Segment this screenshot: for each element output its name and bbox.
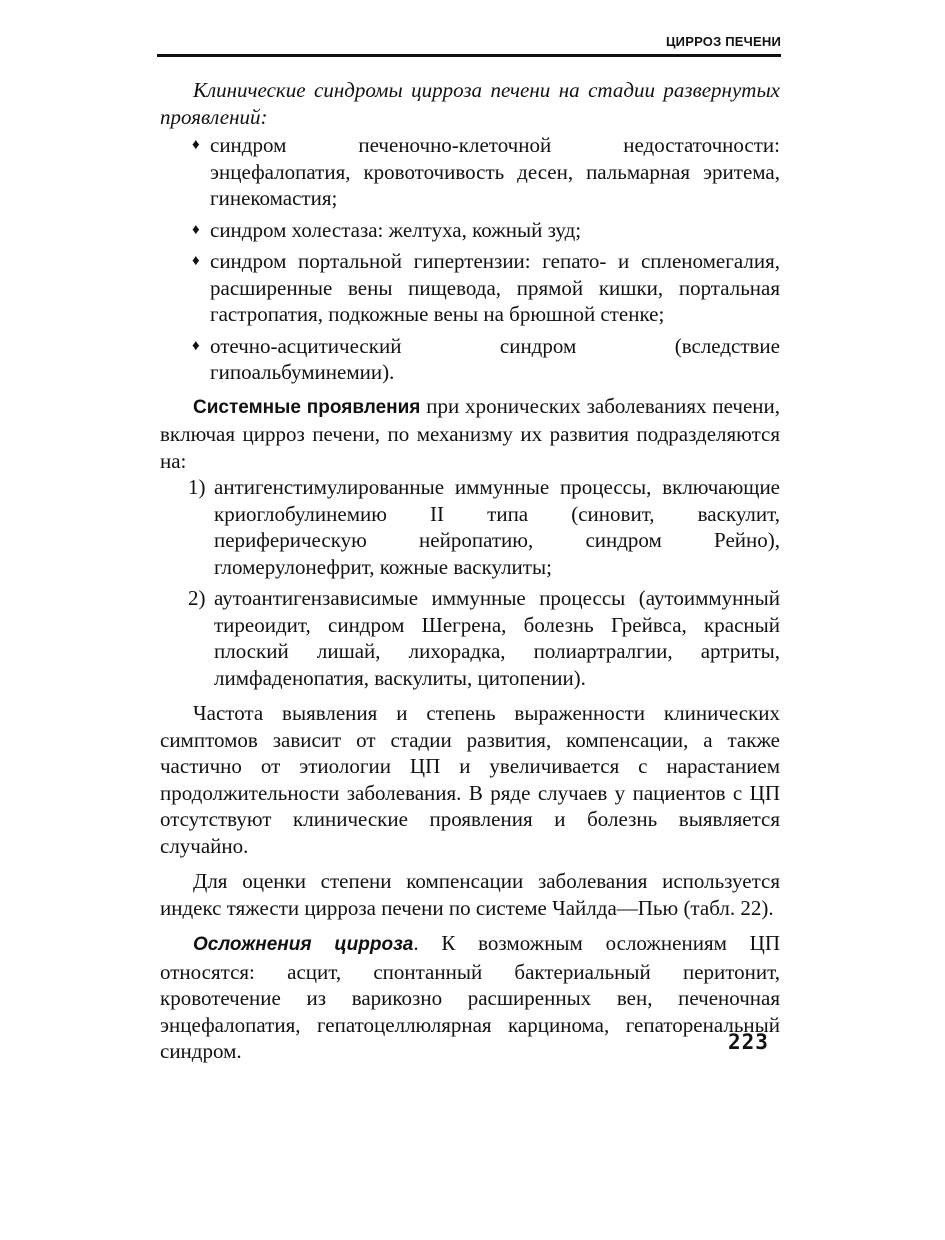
assessment-paragraph: Для оценки степени компенсации заболевания используется индекс тяжести цирроза печени по системе Чайлда—Пью (табл. 22).: [160, 869, 780, 920]
running-header: [157, 34, 781, 54]
paragraph-text: при хронических заболеваниях печени, включая цирроз печени, по механизму их развития подразделяются на:: [160, 393, 781, 473]
list-item: [160, 333, 780, 386]
list-number: 2): [188, 586, 206, 610]
section-lead: Клинические синдромы цирроза печени на стадии развернутых проявлений:: [160, 78, 780, 129]
list-item-text: аутоантигензависимые иммунные процессы (аутоиммунный тиреоидит, синдром Шегрена, болезнь Грейвса, красный плоский лишай, лихорадка, полиартралгии, артриты, лимфаденопатия, васкулиты, цитопении).: [214, 586, 780, 690]
diamond-bullet-icon: ♦: [192, 221, 200, 238]
diamond-bullet-icon: ♦: [192, 337, 200, 354]
page-body: [160, 77, 780, 1065]
bold-term: Системные проявления: [193, 396, 421, 418]
list-item: [160, 217, 780, 244]
list-item-text: синдром печеночно-клеточной недостаточности: энцефалопатия, кровоточивость десен, пальмарная эритема, гинекомастия;: [210, 133, 780, 210]
syndrome-list: [160, 132, 780, 386]
list-item: [160, 132, 780, 212]
numbered-list: [160, 474, 780, 691]
list-item: [160, 585, 780, 691]
running-title: ЦИРРОЗ ПЕЧЕНИ: [665, 34, 781, 49]
systemic-paragraph: [160, 393, 780, 475]
frequency-paragraph: Частота выявления и степень выраженности клинических симптомов зависит от стадии развития, компенсации, а также частично от этиологии ЦП и увеличивается с нарастанием продолжительности заболевания. В ряде случаев у пациентов с ЦП отсутствуют клинические проявления и болезнь выявляется случайно.: [160, 701, 780, 858]
list-item-text: синдром холестаза: желтуха, кожный зуд;: [210, 217, 582, 242]
bold-italic-term: Осложнения цирроза: [193, 934, 414, 955]
diamond-bullet-icon: ♦: [192, 253, 200, 269]
list-item-text: отечно-асцитический синдром (вследствие гипоальбуминемии).: [210, 333, 780, 384]
complications-paragraph: [160, 930, 780, 1065]
list-item-text: антигенстимулированные иммунные процессы, включающие криоглобулинемию II типа (синовит, васкулит, периферическую нейропатию, синдром Рейно), гломерулонефрит, кожные васкулиты;: [214, 475, 780, 579]
list-item: [160, 474, 780, 580]
page-number: 223: [728, 1030, 769, 1054]
diamond-bullet-icon: ♦: [192, 137, 200, 153]
header-rule: [157, 54, 781, 57]
paragraph-text: . К возможным осложнениям ЦП относятся: асцит, спонтанный бактериальный перитонит, кровотечение из варикозно расширенных вен, печеночная энцефалопатия, гепатоцеллюлярная карцинома, гепаторенальный синдром.: [160, 931, 780, 1063]
list-item: [160, 248, 780, 328]
list-number: 1): [188, 475, 206, 499]
list-item-text: синдром портальной гипертензии: гепато- и спленомегалия, расширенные вены пищевода, прямой кишки, портальная гастропатия, подкожные вены на брюшной стенке;: [210, 249, 780, 326]
